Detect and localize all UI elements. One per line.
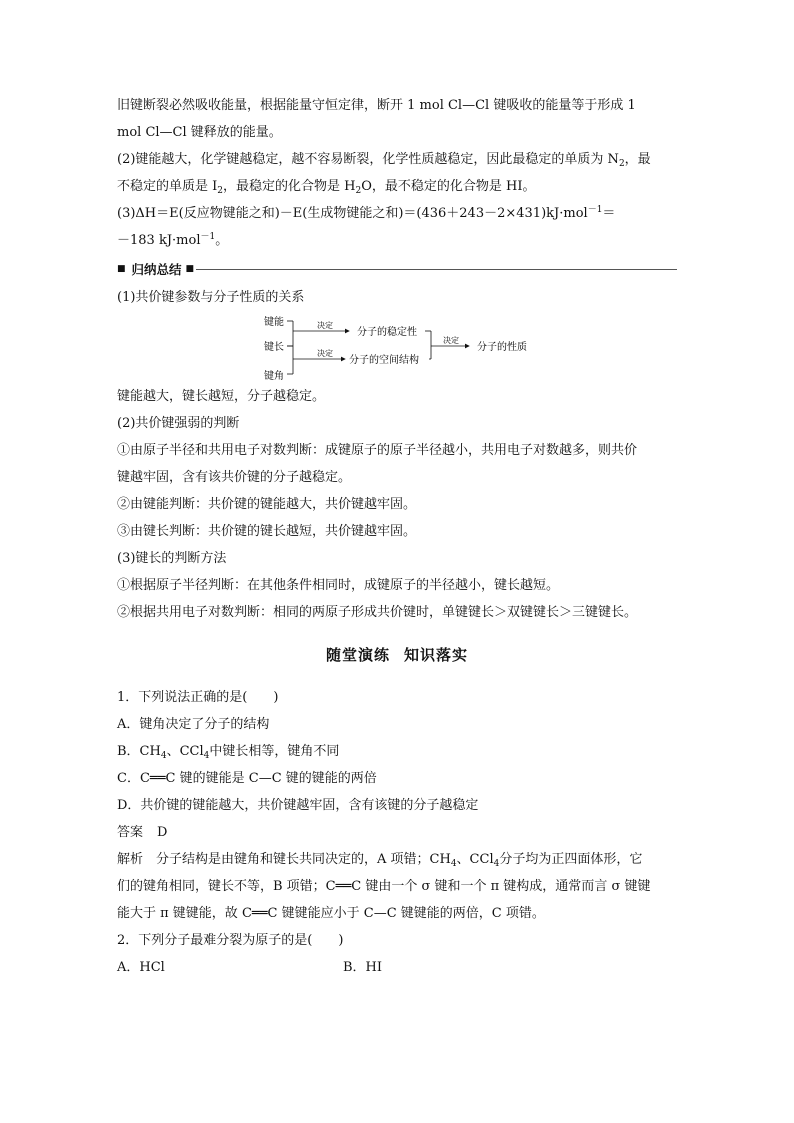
label-property: 分子的性质 <box>477 342 527 353</box>
divider <box>196 269 677 270</box>
square-bullet-icon: ■ <box>117 264 126 274</box>
explanation-line: mol Cl—Cl 键释放的能量。 <box>117 125 282 140</box>
paragraph-2-line-2: 不稳定的单质是 $I_2$，最稳定的化合物是 $H_2O$，最不稳定的化合物是 HI。 <box>117 179 536 196</box>
paragraph-2-line-1: (2)键能越大，化学键越稳定，越不容易断裂，化学性质越稳定，因此最稳定的单质为 $N_2$，最 <box>117 152 651 169</box>
question-1-option-d: D．共价键的键能越大，共价键越牢固，含有该键的分子越稳定 <box>117 798 479 813</box>
summary-line: (2)共价键强弱的判断 <box>117 416 240 431</box>
label-stability: 分子的稳定性 <box>357 327 417 338</box>
document-page <box>117 92 677 981</box>
question-1-option-c: C．C══C 键的键能是 C—C 键的键能的两倍 <box>117 771 377 786</box>
label-decide-1: 决定 <box>317 321 333 330</box>
paragraph-3-line-2: －183 kJ·mol$^{-1}$。 <box>117 232 229 248</box>
label-bond-length: 键长 <box>264 342 284 353</box>
summary-title: 归纳总结 <box>131 262 182 277</box>
label-bond-energy: 键能 <box>264 317 284 328</box>
summary-line: 键越牢固，含有该共价键的分子越稳定。 <box>117 470 352 485</box>
question-1: 1．下列说法正确的是( ) <box>117 690 279 705</box>
diagram-graphic <box>117 311 537 383</box>
summary-line: ②根据共用电子对数判断：相同的两原子形成共价键时，单键键长＞双键键长＞三键键长。 <box>117 605 638 620</box>
analysis-line-3: 能大于 π 键键能，故 C══C 键键能应小于 C—C 键键能的两倍，C 项错。 <box>117 906 545 921</box>
summary-item-1-title: (1)共价键参数与分子性质的关系 <box>117 290 305 305</box>
paragraph-3-line-1: (3)ΔH＝E(反应物键能之和)－E(生成物键能之和)＝(436＋243－2×431)kJ·mol$^{-1}$＝ <box>117 205 616 221</box>
label-decide-3: 决定 <box>443 336 459 345</box>
answer-line: 答案 D <box>117 825 168 840</box>
question-1-option-b: B．$CH_4$、CCl$_4$中键长相等，键角不同 <box>117 744 340 761</box>
explanation-line: 旧键断裂必然吸收能量，根据能量守恒定律，断开 1 mol Cl—Cl 键吸收的能量等于形成 1 <box>117 98 636 113</box>
label-decide-2: 决定 <box>317 349 333 358</box>
summary-line: 键能越大，键长越短，分子越稳定。 <box>117 389 326 404</box>
question-2-option-b: B．HI <box>343 960 383 975</box>
square-bullet-icon: ■ <box>185 264 195 274</box>
analysis-line-2: 们的键角相同，键长不等，B 项错；C══C 键由一个 σ 键和一个 π 键构成，通常而言 σ 键键 <box>117 879 651 894</box>
practice-section-title: 随堂演练 知识落实 <box>325 646 469 664</box>
label-bond-angle: 键角 <box>264 371 284 382</box>
summary-line: ①根据原子半径判断：在其他条件相同时，成键原子的半径越小，键长越短。 <box>117 578 560 593</box>
summary-line: (3)键长的判断方法 <box>117 551 227 566</box>
summary-line: ③由键长判断：共价键的键长越短，共价键越牢固。 <box>117 524 417 539</box>
summary-line: ①由原子半径和共用电子对数判断：成键原子的原子半径越小，共用电子对数越多，则共价 <box>117 443 638 458</box>
question-2-option-a: A．HCl <box>117 960 165 975</box>
summary-section-header <box>117 254 677 284</box>
question-2: 2．下列分子最难分裂为原子的是( ) <box>117 933 344 948</box>
summary-line: ②由键能判断：共价键的键能越大，共价键越牢固。 <box>117 497 417 512</box>
question-1-option-a: A．键角决定了分子的结构 <box>117 717 270 732</box>
label-structure: 分子的空间结构 <box>349 355 419 366</box>
bond-parameter-diagram <box>117 311 677 383</box>
analysis-line-1: 解析 分子结构是由键角和键长共同决定的，A 项错；$CH_4$、CCl$_4$分子均为正四面体形，它 <box>117 852 643 869</box>
